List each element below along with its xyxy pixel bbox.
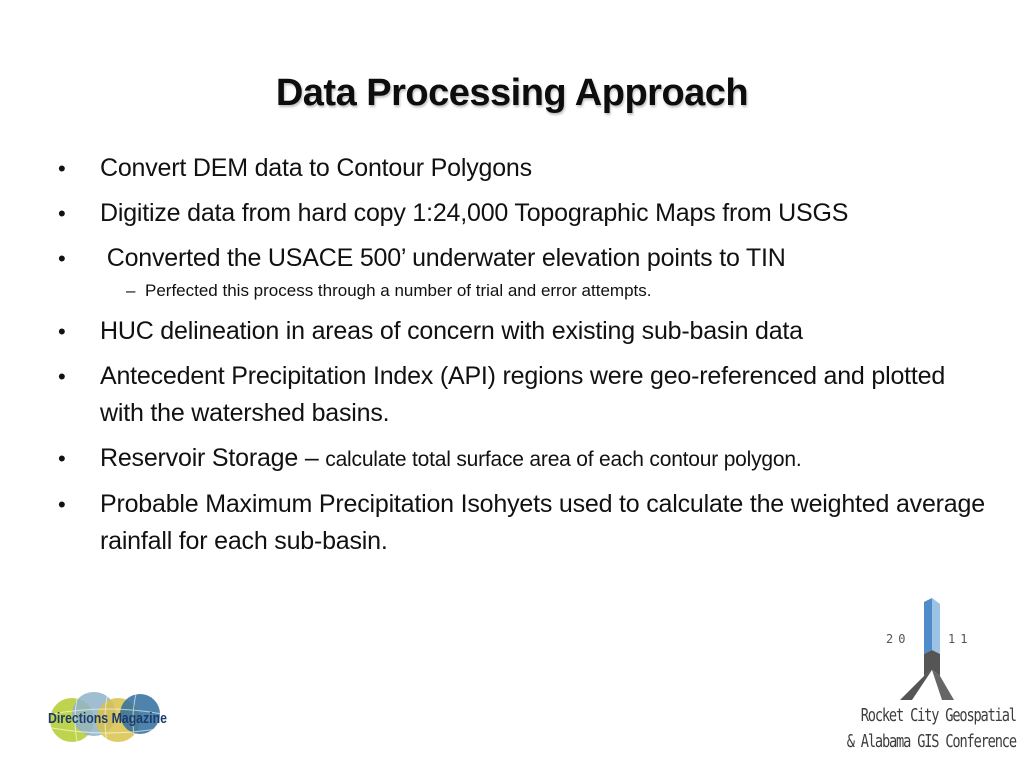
slide-title: Data Processing Approach: [275, 72, 749, 114]
bullet-item: [58, 358, 988, 432]
bullet-text: Converted the USACE 500’ underwater elevation points to TIN: [100, 244, 786, 272]
bullet-item: [58, 313, 988, 350]
logo-line-1: Rocket City Geospatial: [860, 706, 1016, 726]
bullet-item: [58, 240, 988, 277]
bullet-dot: •: [58, 364, 66, 389]
bullet-dot: •: [58, 446, 66, 471]
bullet-text: Probable Maximum Precipitation Isohyets used to calculate the weighted average rainfall for each sub-basin.: [100, 490, 985, 555]
bullet-dot: •: [58, 201, 66, 226]
bullet-list: [58, 150, 988, 568]
rocket-icon: [828, 596, 1024, 706]
logo-year-left: 20: [886, 632, 911, 646]
logo-line-2: & Alabama GIS Conference: [846, 732, 1016, 752]
bullet-dot: •: [58, 319, 66, 344]
bullet-text: Convert DEM data to Contour Polygons: [100, 154, 532, 182]
directions-magazine-text: Directions Magazine: [48, 710, 167, 727]
sub-bullet-text: Perfected this process through a number of trial and error attempts.: [145, 281, 652, 300]
bullet-text: Antecedent Precipitation Index (API) regions were geo-referenced and plotted with the watershed basins.: [100, 362, 946, 427]
rocket-city-logo: [828, 596, 1024, 764]
sub-bullet-item: [58, 279, 988, 303]
bullet-item: [58, 440, 988, 478]
bullet-text: Digitize data from hard copy 1:24,000 Topographic Maps from USGS: [100, 199, 849, 227]
bullet-item: [58, 195, 988, 232]
bullet-dot: •: [58, 156, 66, 181]
sub-bullet-dash: –: [126, 281, 136, 300]
logo-year-right: 11: [948, 632, 973, 646]
bullet-small-text: calculate total surface area of each contour polygon.: [325, 448, 802, 471]
directions-magazine-logo: [48, 684, 166, 756]
bullet-dot: •: [58, 246, 66, 271]
bullet-text: HUC delineation in areas of concern with existing sub-basin data: [100, 317, 803, 345]
bullet-text: Reservoir Storage –: [100, 444, 326, 472]
bullet-item: [58, 486, 988, 560]
bullet-dot: •: [58, 492, 66, 517]
bullet-item: [58, 150, 988, 187]
